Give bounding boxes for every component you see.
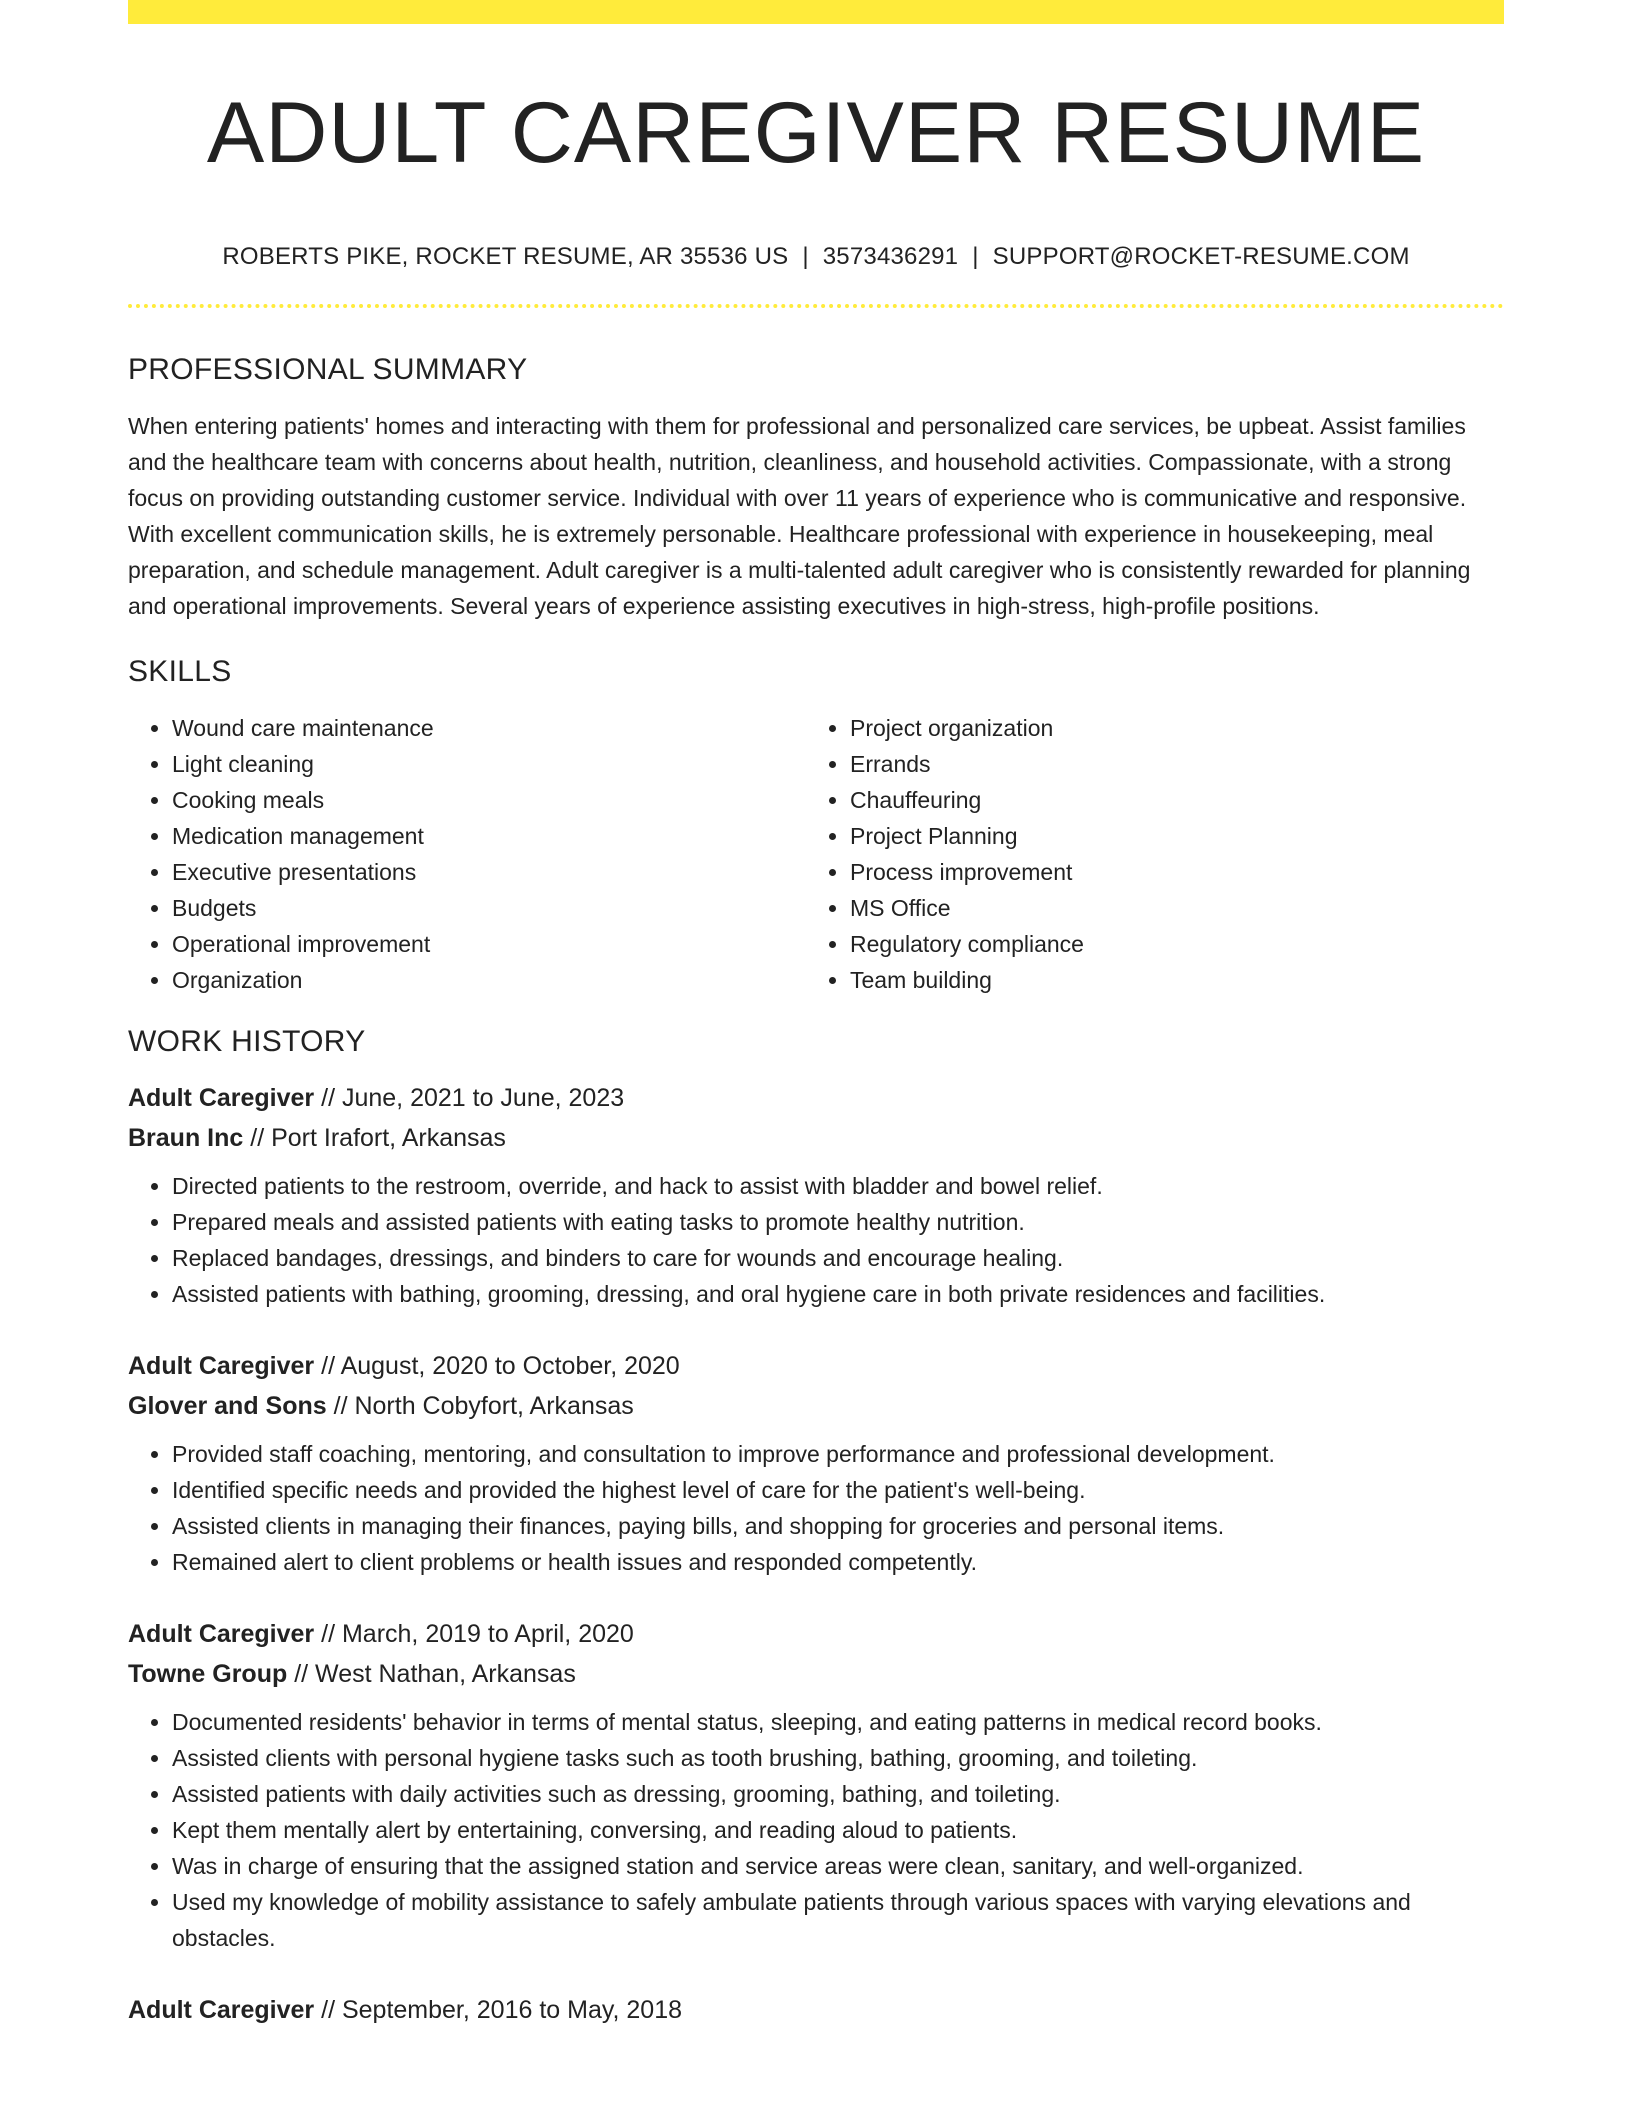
skills-heading: SKILLS [128, 655, 232, 688]
contact-address: ROBERTS PIKE, ROCKET RESUME, AR 35536 US [222, 243, 789, 270]
skills-list-left [128, 710, 806, 998]
job-separator: // [314, 1620, 342, 1648]
job-duty-item: • Remained alert to client problems or health issues and responded competently. [172, 1544, 1504, 1580]
job-location: Port Irafort, Arkansas [271, 1124, 506, 1152]
job-location: North Cobyfort, Arkansas [354, 1392, 634, 1420]
job-dates: March, 2019 to April, 2020 [341, 1620, 634, 1648]
contact-separator: | [972, 243, 979, 270]
job-title-line [128, 1990, 1504, 2030]
skill-item: • Wound care maintenance [172, 710, 806, 746]
job-duty-item: • Assisted patients with daily activities such as dressing, grooming, bathing, and toileting. [172, 1776, 1504, 1812]
job-title-line [128, 1614, 1504, 1654]
skill-item: • Executive presentations [172, 854, 806, 890]
skill-item: • Medication management [172, 818, 806, 854]
skill-item: • Operational improvement [172, 926, 806, 962]
job-duty-item: • Assisted patients with bathing, grooming, dressing, and oral hygiene care in both private residences and facilities. [172, 1276, 1504, 1312]
contact-line [128, 242, 1504, 272]
skill-item: • Chauffeuring [850, 782, 1484, 818]
job-duty-item: • Provided staff coaching, mentoring, and consultation to improve performance and professional development. [172, 1436, 1504, 1472]
job-duty-item: • Prepared meals and assisted patients with eating tasks to promote healthy nutrition. [172, 1204, 1504, 1240]
contact-email: SUPPORT@ROCKET-RESUME.COM [992, 243, 1410, 270]
skill-item: • Organization [172, 962, 806, 998]
accent-top-bar [128, 0, 1504, 24]
job-title-line [128, 1346, 1504, 1386]
summary-text: When entering patients' homes and interacting with them for professional and personalized care services, be upbeat. Assist families and the healthcare team with concerns about health, nutrition, cleanliness, and household activities. Compassionate, with a strong focus on providing outstanding customer service. Individual with over 11 years of experience who is communicative and responsive. With excellent communication skills, he is extremely personable. Healthcare professional with experience in housekeeping, meal preparation, and schedule management. Adult caregiver is a multi-talented adult caregiver who is consistently rewarded for planning and operational improvements. Several years of experience assisting executives in high-stress, high-profile positions. [128, 413, 1471, 619]
job-company-line [128, 1654, 1504, 1694]
job-entry [128, 1346, 1504, 1580]
skill-item: • MS Office [850, 890, 1484, 926]
job-location: West Nathan, Arkansas [315, 1660, 576, 1688]
job-role: Adult Caregiver [128, 1352, 315, 1380]
job-duty-item: • Assisted clients in managing their finances, paying bills, and shopping for groceries and personal items. [172, 1508, 1504, 1544]
work-history-heading: WORK HISTORY [128, 1025, 366, 1058]
job-separator: // [314, 1084, 342, 1112]
job-dates: September, 2016 to May, 2018 [341, 1996, 683, 2024]
job-duty-item: • Was in charge of ensuring that the assigned station and service areas were clean, sanitary, and well-organized. [172, 1848, 1504, 1884]
job-duty-item: • Used my knowledge of mobility assistance to safely ambulate patients through various spaces with varying elevations and obstacles. [172, 1884, 1504, 1956]
job-duties-list [128, 1436, 1504, 1580]
job-role: Adult Caregiver [128, 1620, 315, 1648]
skill-item: • Process improvement [850, 854, 1484, 890]
job-company: Towne Group [128, 1660, 288, 1688]
job-company: Braun Inc [128, 1124, 244, 1152]
skill-item: • Team building [850, 962, 1484, 998]
contact-phone: 3573436291 [822, 243, 959, 270]
contact-separator: | [802, 243, 809, 270]
skill-item: • Project organization [850, 710, 1484, 746]
skill-item: • Regulatory compliance [850, 926, 1484, 962]
skill-item: • Project Planning [850, 818, 1484, 854]
job-duty-item: • Directed patients to the restroom, override, and hack to assist with bladder and bowel relief. [172, 1168, 1504, 1204]
job-company-line [128, 1386, 1504, 1426]
job-entry [128, 1614, 1504, 1956]
job-duty-item: • Replaced bandages, dressings, and binders to care for wounds and encourage healing. [172, 1240, 1504, 1276]
dotted-divider [128, 304, 1504, 308]
job-duty-item: • Identified specific needs and provided the highest level of care for the patient's well-being. [172, 1472, 1504, 1508]
job-company-line [128, 1118, 1504, 1158]
skills-columns [128, 710, 1504, 998]
job-duty-item: • Kept them mentally alert by entertaining, conversing, and reading aloud to patients. [172, 1812, 1504, 1848]
job-role: Adult Caregiver [128, 1996, 315, 2024]
job-duty-item: • Documented residents' behavior in terms of mental status, sleeping, and eating patterns in medical record books. [172, 1704, 1504, 1740]
skill-item: • Budgets [172, 890, 806, 926]
job-role: Adult Caregiver [128, 1084, 315, 1112]
job-separator: // [287, 1660, 316, 1688]
job-title-line [128, 1078, 1504, 1118]
job-separator: // [326, 1392, 355, 1420]
job-company: Glover and Sons [128, 1392, 327, 1420]
work-history-list [128, 1078, 1504, 2030]
skill-item: • Errands [850, 746, 1484, 782]
job-entry [128, 1078, 1504, 1312]
job-separator: // [243, 1124, 272, 1152]
job-dates: June, 2021 to June, 2023 [341, 1084, 625, 1112]
resume-title: ADULT CAREGIVER RESUME [206, 85, 1426, 181]
skills-list-right [806, 710, 1484, 998]
job-duty-item: • Assisted clients with personal hygiene tasks such as tooth brushing, bathing, grooming, and toileting. [172, 1740, 1504, 1776]
skill-item: • Light cleaning [172, 746, 806, 782]
job-entry [128, 1990, 1504, 2030]
job-separator: // [314, 1352, 341, 1380]
job-separator: // [314, 1996, 342, 2024]
resume-page [128, 0, 1504, 2030]
job-duties-list [128, 1168, 1504, 1312]
job-dates: August, 2020 to October, 2020 [340, 1352, 680, 1380]
summary-heading: PROFESSIONAL SUMMARY [128, 353, 528, 386]
skill-item: • Cooking meals [172, 782, 806, 818]
job-duties-list [128, 1704, 1504, 1956]
